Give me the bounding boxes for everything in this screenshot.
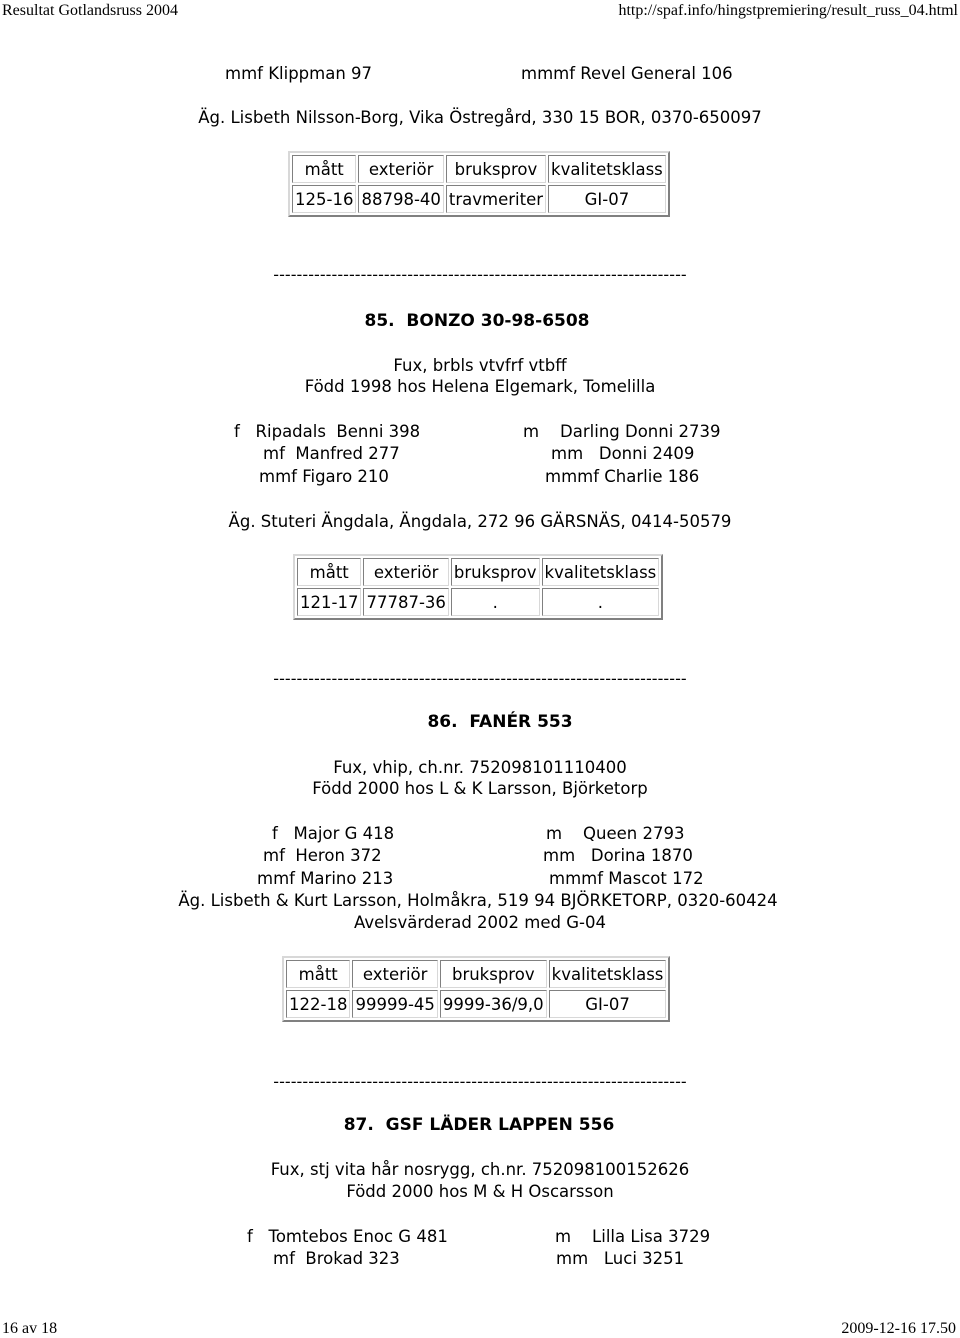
table-row	[297, 588, 659, 616]
table-header-row	[292, 155, 666, 183]
entry-description: Fux, stj vita hår nosrygg, ch.nr. 752098100152626	[270, 1160, 690, 1179]
header-kvalitetsklass: kvalitetsklass	[542, 558, 660, 586]
owner-line: Äg. Lisbeth & Kurt Larsson, Holmåkra, 519 94 BJÖRKETORP, 0320-60424	[178, 891, 778, 910]
pedigree-left-mmf: mmf Klippman 97	[225, 64, 373, 83]
cell-bruksprov: 9999-36/9,0	[440, 990, 547, 1018]
cell-bruksprov: .	[451, 588, 540, 616]
cell-bruksprov: travmeriter	[446, 185, 546, 213]
pedigree-left: mmf Figaro 210	[259, 467, 389, 486]
table-row	[286, 990, 666, 1018]
entry-title: 86. FANÉR 553	[427, 712, 573, 732]
owner-line: Äg. Lisbeth Nilsson-Borg, Vika Östregård, 330 15 BOR, 0370-650097	[198, 108, 762, 127]
pedigree-left: mf Heron 372	[263, 846, 382, 865]
pedigree-right: m Darling Donni 2739	[523, 422, 721, 441]
pedigree-right: mmmf Charlie 186	[545, 467, 700, 486]
table-header-row	[286, 960, 666, 988]
pedigree-right-mmmf: mmmf Revel General 106	[521, 64, 733, 83]
cell-kvalitetsklass: .	[542, 588, 660, 616]
separator-line: -----------------------------------------------------------------------	[273, 1072, 687, 1091]
cell-exterior: 77787-36	[363, 588, 448, 616]
cell-matt: 122-18	[286, 990, 350, 1018]
header-bruksprov: bruksprov	[451, 558, 540, 586]
cell-exterior: 99999-45	[352, 990, 437, 1018]
cell-matt: 125-16	[292, 185, 356, 213]
results-table	[293, 554, 663, 620]
entry-title: 85. BONZO 30-98-6508	[364, 311, 590, 331]
entry-title: 87. GSF LÄDER LAPPEN 556	[343, 1115, 615, 1135]
entry-description: Fux, vhip, ch.nr. 752098101110400	[333, 758, 627, 777]
separator-line: -----------------------------------------------------------------------	[273, 265, 687, 284]
cell-exterior: 88798-40	[358, 185, 443, 213]
header-exterior: exteriör	[352, 960, 437, 988]
header-bruksprov: bruksprov	[440, 960, 547, 988]
header-matt: mått	[292, 155, 356, 183]
header-bruksprov: bruksprov	[446, 155, 546, 183]
owner-line: Äg. Stuteri Ängdala, Ängdala, 272 96 GÄRSNÄS, 0414-50579	[228, 512, 732, 531]
pedigree-right: mm Donni 2409	[551, 444, 695, 463]
pedigree-right: m Queen 2793	[546, 824, 685, 843]
header-matt: mått	[286, 960, 350, 988]
page-number: 16 av 18	[2, 1320, 58, 1337]
separator-line: -----------------------------------------------------------------------	[273, 669, 687, 688]
entry-description: Fux, brbls vtvfrf vtbff	[393, 356, 567, 375]
results-table	[282, 956, 670, 1022]
cell-kvalitetsklass: GI-07	[549, 990, 667, 1018]
header-kvalitetsklass: kvalitetsklass	[548, 155, 666, 183]
entry-birth: Född 1998 hos Helena Elgemark, Tomelilla	[304, 377, 656, 396]
pedigree-right: m Lilla Lisa 3729	[555, 1227, 711, 1246]
table-row	[292, 185, 666, 213]
pedigree-left: f Major G 418	[272, 824, 395, 843]
print-timestamp: 2009-12-16 17.50	[841, 1320, 956, 1337]
header-matt: mått	[297, 558, 361, 586]
entry-birth: Född 2000 hos L & K Larsson, Björketorp	[312, 779, 648, 798]
page-header-title: Resultat Gotlandsruss 2004	[2, 2, 178, 19]
cell-kvalitetsklass: GI-07	[548, 185, 666, 213]
results-table	[288, 151, 670, 217]
entry-birth: Född 2000 hos M & H Oscarsson	[346, 1182, 614, 1201]
pedigree-right: mm Dorina 1870	[543, 846, 693, 865]
header-kvalitetsklass: kvalitetsklass	[549, 960, 667, 988]
pedigree-left: f Tomtebos Enoc G 481	[247, 1227, 448, 1246]
pedigree-left: f Ripadals Benni 398	[234, 422, 421, 441]
pedigree-left: mmf Marino 213	[257, 869, 394, 888]
breeding-note: Avelsvärderad 2002 med G-04	[354, 913, 606, 932]
header-exterior: exteriör	[363, 558, 448, 586]
table-header-row	[297, 558, 659, 586]
pedigree-left: mf Brokad 323	[273, 1249, 400, 1268]
page-header-url[interactable]: http://spaf.info/hingstpremiering/result_russ_04.html	[618, 2, 958, 19]
pedigree-left: mf Manfred 277	[263, 444, 400, 463]
pedigree-right: mmmf Mascot 172	[549, 869, 704, 888]
header-exterior: exteriör	[358, 155, 443, 183]
cell-matt: 121-17	[297, 588, 361, 616]
pedigree-right: mm Luci 3251	[556, 1249, 685, 1268]
